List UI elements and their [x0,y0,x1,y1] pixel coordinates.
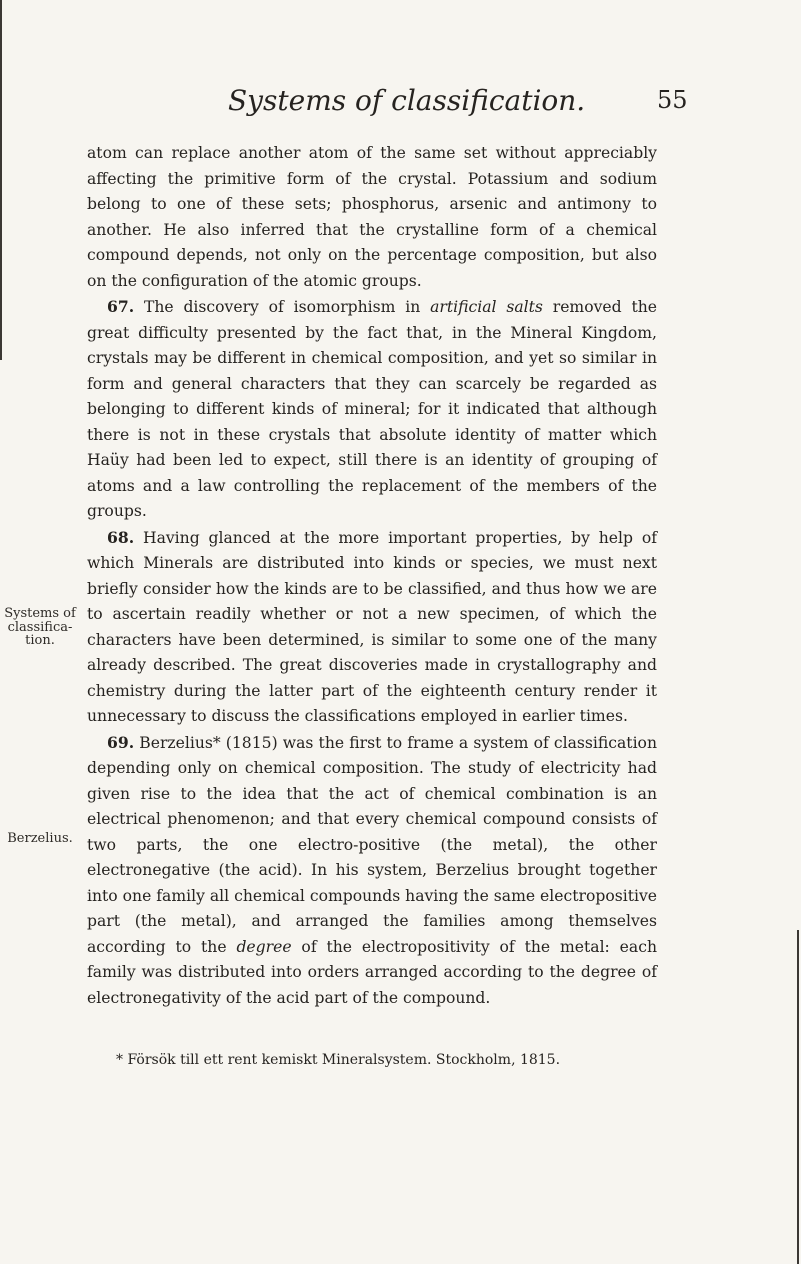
sidenote-line: Systems of [4,606,76,621]
paragraph-text: The discovery of isomorphism in [134,298,431,316]
page-number: 55 [657,86,688,114]
sidenote-berzelius [4,832,76,846]
paragraph-number: 69. [107,732,135,752]
running-header-title: Systems of classification. [228,84,586,117]
paragraph-text: Berzelius* (1815) was the first to frame a system of classification depending only on chemical composition. The study of electricity had given rise to the idea that the act of chemical combination is an electrical phenomenon; and that every chemical compound consists of two parts, the one electro-positive (the metal), the other electronegative (the acid). In his system, Berzelius brought together into one family all chemical compounds having the same electropositive part (the metal), and arranged the families among themselves according to the [87,733,657,956]
sidenote-line: classifica- [7,619,73,635]
paragraph-emphasis: artificial salts [430,298,543,316]
paragraph-67 [87,294,657,525]
sidenote-line: Berzelius. [7,831,73,846]
paragraph-emphasis: degree [236,937,292,956]
paragraph-text: of the electropositivity of the metal: each family was distributed into orders arranged according to the degree of electronegativity of the acid part of the compound. [87,937,657,1007]
paragraph-text: removed the great difficulty presented by the fact that, in the Mineral Kingdom, crystals may be different in chemical composition, and yet so similar in form and general characters that they can scarcely be regarded as belonging to different kinds of mineral; for it indicated that although there is not in these crystals that absolute identity of matter which Haüy had been led to expect, still there is an identity of grouping of atoms and a law controlling the replacement of the members of the groups. [87,298,657,520]
paragraph-number: 68. [107,527,135,547]
page-edge-left [0,0,2,360]
sidenote-line: tion. [25,633,55,648]
paragraph-text: Having glanced at the more important properties, by help of which Minerals are distributed into kinds or species, we must next briefly consider how the kinds are to be classified, and thus how we are to ascertain readily whether or not a new specimen, of which the characters have been determined, is similar to some one of the many already described. The great discoveries made in crystallography and chemistry during the latter part of the eighteenth century render it unnecessary to discuss the classifications employed in earlier times. [87,528,657,725]
paragraph-68 [87,525,657,730]
paragraph-continuation: atom can replace another atom of the same set without appreciably affecting the primitive form of the crystal. Potassium and sodium belong to one of these sets; phosphorus, arsenic and antimony to another. He also inferred that the crystalline form of a chemical compound depends, not only on the percentage composition, but also on the configuration of the atomic groups. [87,144,657,290]
paragraph-number: 67. [107,297,135,316]
body-text [87,141,657,1011]
footnote: * Försök till ett rent kemiskt Mineralsystem. Stockholm, 1815. [116,1052,561,1068]
page-edge-right [797,930,799,1264]
sidenote-systems-of-classification [4,607,76,648]
paragraph-69 [87,730,657,1012]
